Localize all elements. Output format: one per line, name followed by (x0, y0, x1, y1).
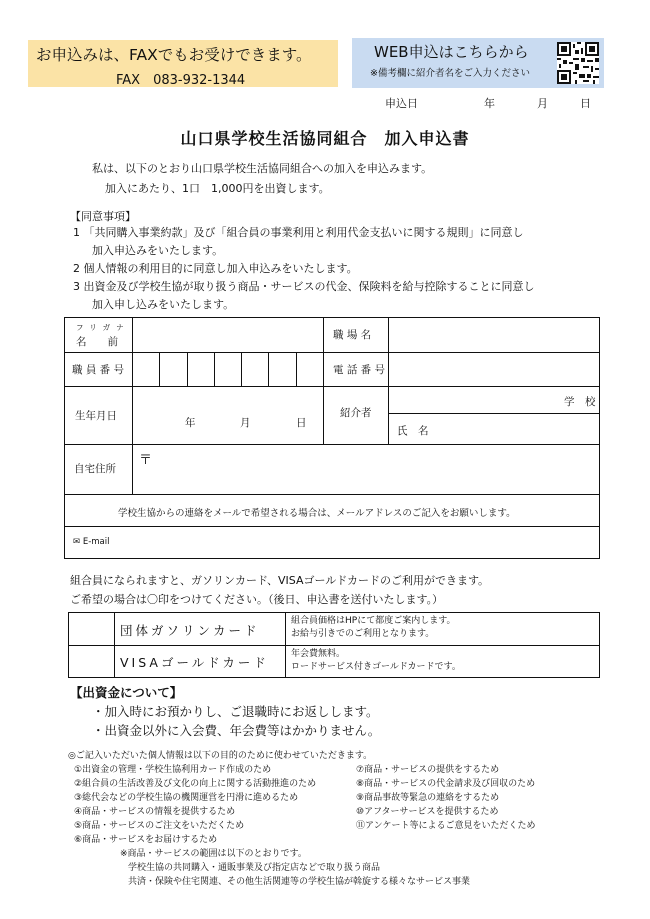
referrer-name-label: 氏 名 (397, 425, 429, 437)
phone-label: 電 話 番 号 (333, 364, 386, 376)
postal-mark: 〒 (139, 453, 153, 468)
agreement-line-4: 3 出資金及び学校生協が取り扱う商品・サービスの代金、保険料を給与控除することに同意し (73, 280, 535, 293)
name-field[interactable] (134, 319, 322, 351)
referrer-school-field[interactable] (390, 388, 560, 412)
name-label: 名 前 (76, 336, 118, 348)
agreement-line-3: 2 個人情報の利用目的に同意し加入申込みをいたします。 (73, 262, 358, 275)
workplace-field[interactable] (390, 319, 598, 351)
birth-month-unit: 月 (240, 417, 251, 429)
agreement-line-1: 1 「共同購入事業約款」及び「組合員の事業利用と利用代金支払いに関する規則」に同意し (73, 226, 524, 239)
furigana-label: フリガナ (76, 323, 130, 332)
privacy-left-5: ⑤商品・サービスのご注文をいただくため (74, 821, 245, 831)
date-label: 申込日 (385, 97, 418, 110)
privacy-left-2: ②組合員の生活改善及び文化の向上に関する活動推進のため (74, 779, 317, 789)
date-year: 年 (484, 97, 495, 110)
web-note: ※備考欄に紹介者名をご入力ください (370, 68, 530, 79)
staff-number-label: 職 員 番 号 (72, 364, 125, 376)
qr-code-icon[interactable] (557, 42, 599, 84)
gasoline-card-label: 団体ガソリンカード (120, 623, 260, 638)
phone-field[interactable] (390, 354, 598, 385)
privacy-scope-1: 学校生協の共同購入・通販事業及び指定店などで取り扱う商品 (128, 863, 381, 873)
visa-card-label: VISAゴールドカード (120, 655, 269, 670)
intro-line-2: 加入にあたり、1口 1,000円を出資します。 (105, 182, 330, 195)
birth-year-unit: 年 (185, 417, 196, 429)
privacy-left-1: ①出資金の管理・学校生協利用カード作成のため (74, 765, 272, 775)
staff-number-field[interactable] (134, 354, 322, 385)
visa-card-desc: 年会費無料。 ロードサービス付きゴールドカードです。 (291, 649, 461, 672)
referrer-label: 紹介者 (340, 407, 372, 419)
privacy-left-6: ⑥商品・サービスをお届けするため (74, 835, 218, 845)
referrer-name-field[interactable] (430, 415, 598, 443)
agreement-line-5: 加入申し込みをいたします。 (92, 298, 235, 311)
web-title: WEB申込はこちらから (374, 43, 529, 61)
privacy-right-1: ⑦商品・サービスの提供をするため (356, 765, 500, 775)
privacy-right-5: ⑪アンケート等によるご意見をいただくため (356, 821, 536, 831)
agreement-line-2: 加入申込みをいたします。 (92, 244, 224, 257)
fax-info-box (28, 40, 338, 87)
email-notice: 学校生協からの連絡をメールで希望される場合は、メールアドレスのご記入をお願いします。 (118, 508, 516, 519)
address-field[interactable] (134, 446, 598, 493)
birthdate-label: 生年月日 (75, 410, 117, 422)
cards-intro-1: 組合員になられますと、ガソリンカード、VISAゴールドカードのご利用ができます。 (70, 574, 490, 587)
privacy-scope-heading: ※商品・サービスの範囲は以下のとおりです。 (120, 849, 307, 859)
investment-item-1: ・加入時にお預かりし、ご退職時にお返しします。 (92, 704, 379, 719)
gasoline-card-check[interactable] (70, 614, 113, 644)
privacy-scope-2: 共済・保険や住宅関連、その他生活関連等の学校生協が斡旋する様々なサービス事業 (128, 877, 471, 887)
privacy-right-4: ⑩アフターサービスを提供するため (356, 807, 499, 817)
cards-intro-2: ご希望の場合は〇印をつけてください。（後日、申込書を送付いたします。） (70, 593, 444, 606)
privacy-left-4: ④商品・サービスの情報を提供するため (74, 807, 236, 817)
email-label: ✉ E-mail (73, 537, 110, 547)
investment-heading: 【出資金について】 (70, 685, 183, 700)
gasoline-card-desc: 組合員価格はHPにて都度ご案内します。 お給与引きでのご利用となります。 (291, 616, 456, 639)
privacy-heading: ◎ご記入いただいた個人情報は以下の目的のために使わせていただきます。 (68, 751, 373, 761)
web-info-box (352, 38, 604, 88)
fax-title: お申込みは、FAXでもお受けできます。 (36, 46, 312, 64)
page-title: 山口県学校生活協同組合 加入申込書 (180, 129, 470, 148)
fax-number: FAX 083-932-1344 (116, 73, 246, 88)
birth-day-unit: 日 (296, 417, 307, 429)
date-month: 月 (537, 97, 548, 110)
agreement-heading: 【同意事項】 (70, 210, 136, 223)
address-label: 自宅住所 (74, 463, 116, 475)
birthdate-field[interactable] (134, 388, 322, 443)
date-day: 日 (580, 97, 591, 110)
visa-card-check[interactable] (70, 647, 113, 676)
workplace-label: 職 場 名 (333, 329, 372, 341)
privacy-right-2: ⑧商品・サービスの代金請求及び回収のため (356, 779, 536, 789)
email-field[interactable] (130, 528, 598, 557)
investment-item-2: ・出資金以外に入会費、年会費等はかかりません。 (92, 723, 381, 738)
privacy-right-3: ⑨商品事故等緊急の連絡をするため (356, 793, 500, 803)
privacy-left-3: ③総代会などの学校生協の機関運営を円滑に進めるため (74, 793, 299, 803)
intro-line-1: 私は、以下のとおり山口県学校生活協同組合への加入を申込みます。 (92, 162, 433, 175)
school-label: 学 校 (564, 396, 596, 408)
